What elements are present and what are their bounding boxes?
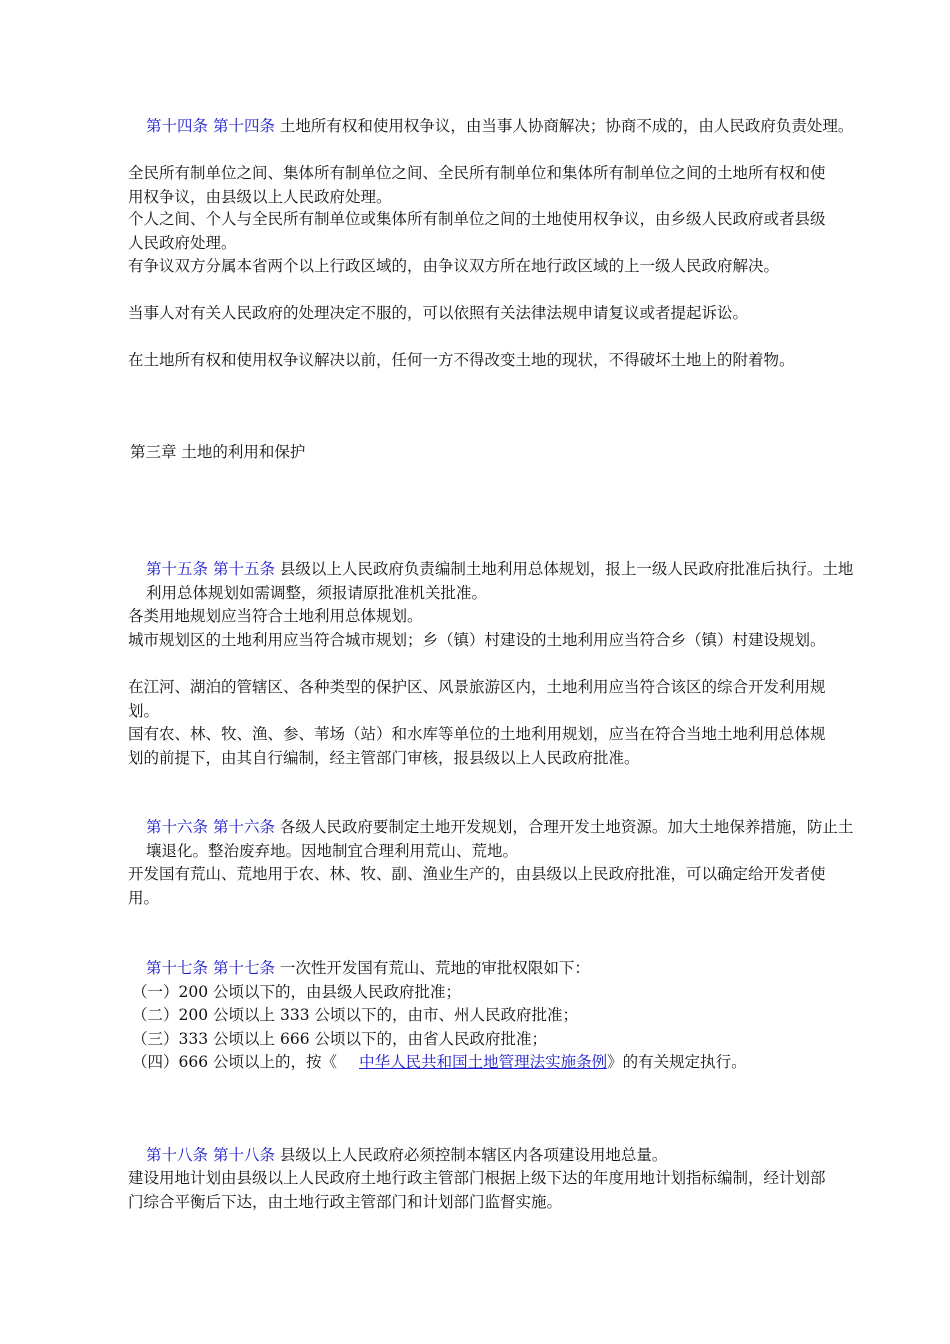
article-15-clause-1: 各类用地规划应当符合土地利用总体规划。: [128, 607, 423, 625]
item-2-number: 200: [178, 1006, 209, 1024]
item-3-number: 333: [178, 1030, 209, 1048]
item-3-marker: （三）: [132, 1030, 179, 1048]
article-17-item-3: [132, 1028, 844, 1052]
item-1-text: 公顷以下的，由县级人民政府批准；: [213, 983, 462, 1001]
article-18-label[interactable]: 第十八条: [146, 1146, 209, 1164]
article-17-label[interactable]: 第十七条: [146, 959, 209, 977]
article-14-clause-5: 在土地所有权和使用权争议解决以前，任何一方不得改变土地的现状，不得破坏土地上的附着物。: [128, 351, 795, 369]
article-15-paragraph: [125, 558, 858, 605]
chapter-heading: 第三章 土地的利用和保护: [130, 443, 306, 461]
article-15-label[interactable]: 第十五条: [146, 560, 209, 578]
article-17-item-1: [132, 981, 844, 1005]
article-16-label[interactable]: 第十六条: [146, 818, 209, 836]
article-17-item-4: [132, 1051, 844, 1075]
article-14-clause-4: 当事人对有关人民政府的处理决定不服的，可以依照有关法律法规申请复议或者提起诉讼。: [128, 304, 749, 322]
item-4-marker: （四）: [132, 1053, 179, 1071]
article-17-text: 一次性开发国有荒山、荒地的审批权限如下：: [279, 959, 590, 977]
item-2-marker: （二）: [132, 1006, 179, 1024]
land-law-regulation-link[interactable]: 中华人民共和国土地管理法实施条例: [359, 1053, 608, 1071]
article-16-text: 各级人民政府要制定土地开发规划，合理开发土地资源。加大土地保养措施，防止土壤退化。整治废弃地。因地制宜合理利用荒山、荒地。: [146, 818, 854, 860]
article-17-paragraph: [125, 957, 858, 981]
item-4-number: 666: [178, 1053, 209, 1071]
article-14-paragraph: [125, 115, 858, 139]
article-14-label-repeat[interactable]: 第十四条: [212, 117, 275, 135]
item-4-text: 公顷以上的，按《: [213, 1053, 338, 1071]
article-15-text: 县级以上人民政府负责编制土地利用总体规划，报上一级人民政府批准后执行。土地利用总体规划如需调整，须报请原批准机关批准。: [146, 560, 854, 602]
item-2-number-2: 333: [280, 1006, 310, 1024]
item-2-text: 公顷以上: [213, 1006, 276, 1024]
item-4-text-2: 》的有关规定执行。: [607, 1053, 747, 1071]
article-14-label[interactable]: 第十四条: [146, 117, 209, 135]
article-15-clause-2: 城市规划区的土地利用应当符合城市规划；乡（镇）村建设的土地利用应当符合乡（镇）村建设规划。: [128, 631, 826, 649]
article-15-label-repeat[interactable]: 第十五条: [212, 560, 275, 578]
article-14-clause-3: 有争议双方分属本省两个以上行政区域的，由争议双方所在地行政区域的上一级人民政府解决。: [128, 257, 780, 275]
article-14-clause-2: 个人之间、个人与全民所有制单位或集体所有制单位之间的土地使用权争议，由乡级人民政府或者县级人民政府处理。: [128, 210, 826, 252]
article-14-text: 土地所有权和使用权争议，由当事人协商解决；协商不成的，由人民政府负责处理。: [279, 117, 854, 135]
article-15-clause-4: 国有农、林、牧、渔、参、苇场（站）和水库等单位的土地利用规划，应当在符合当地土地利用总体规划的前提下，由其自行编制，经主管部门审核，报县级以上人民政府批准。: [128, 725, 826, 767]
article-17-item-2: [132, 1004, 844, 1028]
item-3-text-2: 公顷以下的，由省人民政府批准；: [314, 1030, 548, 1048]
article-16-clause-1: 开发国有荒山、荒地用于农、林、牧、副、渔业生产的，由县级以上民政府批准，可以确定给开发者使用。: [128, 865, 826, 907]
article-17-label-repeat[interactable]: 第十七条: [212, 959, 275, 977]
item-1-marker: （一）: [132, 983, 179, 1001]
article-14-clause-1: 全民所有制单位之间、集体所有制单位之间、全民所有制单位和集体所有制单位之间的土地所有权和使用权争议，由县级以上人民政府处理。: [128, 164, 826, 206]
article-18-clause-1: 建设用地计划由县级以上人民政府土地行政主管部门根据上级下达的年度用地计划指标编制，经计划部门综合平衡后下达，由土地行政主管部门和计划部门监督实施。: [128, 1169, 826, 1211]
article-18-paragraph: [125, 1144, 858, 1168]
article-18-label-repeat[interactable]: 第十八条: [212, 1146, 275, 1164]
article-16-paragraph: [125, 816, 858, 863]
item-1-number: 200: [178, 983, 209, 1001]
item-3-number-2: 666: [280, 1030, 310, 1048]
article-18-text: 县级以上人民政府必须控制本辖区内各项建设用地总量。: [279, 1146, 668, 1164]
article-15-clause-3: 在江河、湖泊的管辖区、各种类型的保护区、风景旅游区内，土地利用应当符合该区的综合开发利用规划。: [128, 678, 826, 720]
article-16-label-repeat[interactable]: 第十六条: [212, 818, 275, 836]
item-2-text-2: 公顷以下的，由市、州人民政府批准；: [314, 1006, 579, 1024]
item-3-text: 公顷以上: [213, 1030, 276, 1048]
